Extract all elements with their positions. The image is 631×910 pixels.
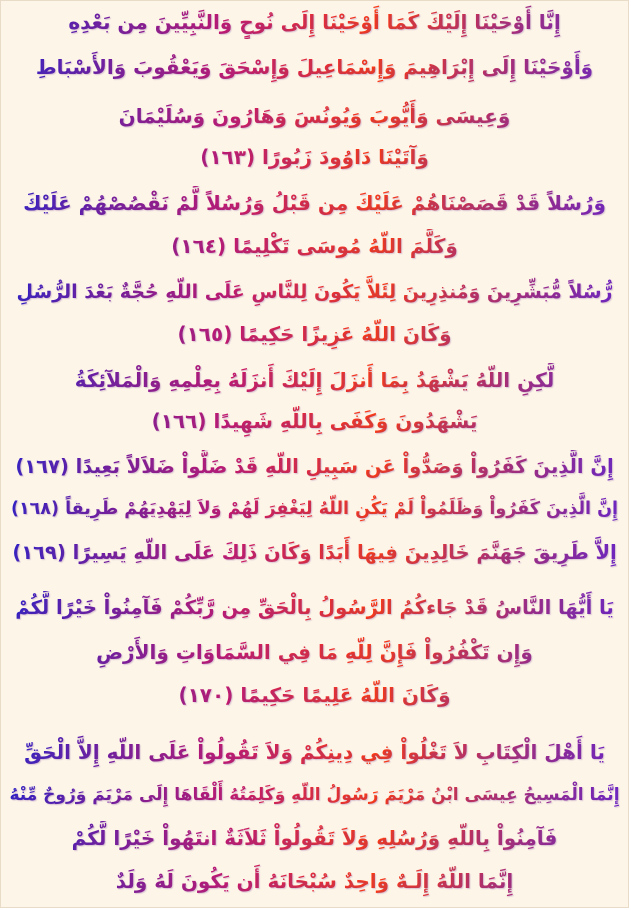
verse-line-19: فَآمِنُواْ بِاللّهِ وَرُسُلِهِ وَلاَ تَقُولُواْ ثَلاَثَةٌ انتَهُواْ خَيْرًا لَّكُمْ [9,821,620,855]
verse-line-20: إِنَّمَا اللّهُ إِلَـهٌ وَاحِدٌ سُبْحَانَهُ أَن يَكُونَ لَهُ وَلَدٌ [9,864,620,898]
verse-line-13: إِلاَّ طَرِيقَ جَهَنَّمَ خَالِدِينَ فِيهَا أَبَدًا وَكَانَ ذَلِكَ عَلَى اللّهِ يَسِيرًا (١٦٩) [9,536,620,570]
verse-line-9: لَّكِنِ اللّهُ يَشْهَدُ بِمَا أَنزَلَ إِلَيْكَ أَنزَلَهُ بِعِلْمِهِ وَالْمَلآئِكَةُ [9,363,620,397]
verse-line-5: وَرُسُلاً قَدْ قَصَصْنَاهُمْ عَلَيْكَ مِن قَبْلُ وَرُسُلاً لَّمْ نَقْصُصْهُمْ عَلَيْكَ [9,186,620,220]
verse-line-7: رُّسُلاً مُّبَشِّرِينَ وَمُنذِرِينَ لِئَلاَّ يَكُونَ لِلنَّاسِ عَلَى اللّهِ حُجَّةٌ بَعْدَ الرُّسُلِ [9,275,620,309]
verse-line-2: وَأَوْحَيْنَا إِلَى إِبْرَاهِيمَ وَإِسْمَاعِيلَ وَإِسْحَقَ وَيَعْقُوبَ وَالأَسْبَاطِ [9,50,620,84]
verse-line-12: إِنَّ الَّذِينَ كَفَرُواْ وَظَلَمُواْ لَمْ يَكُنِ اللّهُ لِيَغْفِرَ لَهُمْ وَلاَ لِيَهْدِيَهُمْ طَرِيقاً (١٦٨) [9,492,620,526]
verse-line-10: يَشْهَدُونَ وَكَفَى بِاللّهِ شَهِيدًا (١٦٦) [9,404,620,438]
verse-line-11: إِنَّ الَّذِينَ كَفَرُواْ وَصَدُّواْ عَن سَبِيلِ اللّهِ قَدْ ضَلُّواْ ضَلاَلاً بَعِيدًا (١٦٧) [9,450,620,484]
verse-line-17: يَا أَهْلَ الْكِتَابِ لاَ تَغْلُواْ فِي دِينِكُمْ وَلاَ تَقُولُواْ عَلَى اللّهِ إِلاَّ الْحَقِّ [9,735,620,769]
verse-line-6: وَكَلَّمَ اللّهُ مُوسَى تَكْلِيمًا (١٦٤) [9,229,620,263]
verse-line-14: يَا أَيُّهَا النَّاسُ قَدْ جَاءكُمُ الرَّسُولُ بِالْحَقِّ مِن رَّبِّكُمْ فَآمِنُواْ خَيْرًا لَّكُمْ [9,591,620,625]
verse-line-3: وَعِيسَى وَأَيُّوبَ وَيُونُسَ وَهَارُونَ وَسُلَيْمَانَ [9,99,620,133]
verse-line-1: إِنَّا أَوْحَيْنَا إِلَيْكَ كَمَا أَوْحَيْنَا إِلَى نُوحٍ وَالنَّبِيِّينَ مِن بَعْدِهِ [9,5,620,39]
verse-line-8: وَكَانَ اللّهُ عَزِيزًا حَكِيمًا (١٦٥) [9,317,620,351]
verse-line-4: وَآتَيْنَا دَاوُودَ زَبُورًا (١٦٣) [9,140,620,174]
verse-line-15: وَإِن تَكْفُرُواْ فَإِنَّ لِلّهِ مَا فِي السَّمَاوَاتِ وَالأَرْضِ [9,635,620,669]
verse-line-16: وَكَانَ اللّهُ عَلِيمًا حَكِيمًا (١٧٠) [9,678,620,712]
verse-line-18: إِنَّمَا الْمَسِيحُ عِيسَى ابْنُ مَرْيَمَ رَسُولُ اللّهِ وَكَلِمَتُهُ أَلْقَاهَا إِلَى مَرْيَمَ وَرُوحٌ مِّنْهُ [9,778,620,812]
